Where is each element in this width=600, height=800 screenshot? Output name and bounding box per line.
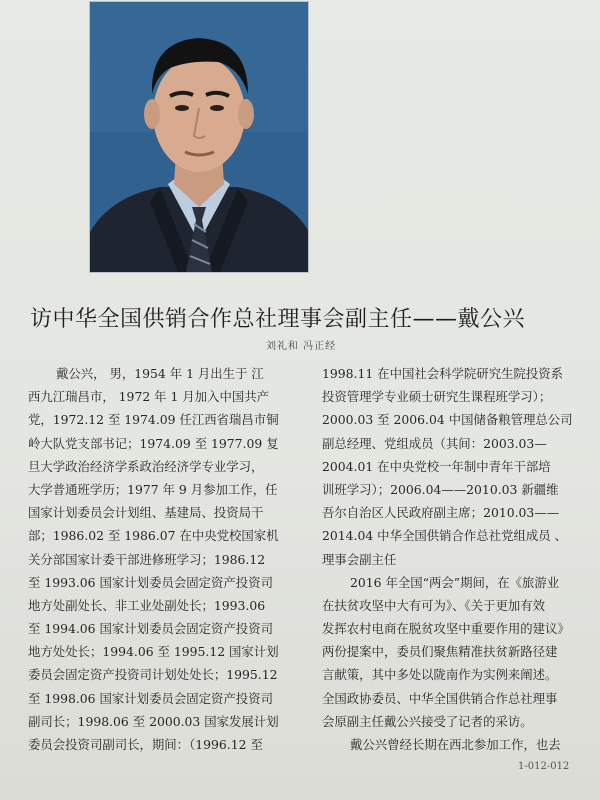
text-line: 1998.11 在中国社会科学院研究生院投资系 [322, 366, 564, 381]
text-line: 至 1994.06 国家计划委员会固定资产投资司 [28, 621, 273, 637]
article-title: 访中华全国供销合作总社理事会副主任——戴公兴 [30, 307, 526, 332]
text-line: 吾尔自治区人民政府副主席；2010.03—— [322, 505, 560, 521]
page-number: 1-012-012 [518, 761, 570, 772]
text-line: 言献策，其中多处以陇南作为实例来阐述。 [322, 667, 558, 683]
text-line: 投资管理学专业硕士研究生课程班学习）； [322, 389, 552, 405]
text-line: 委员会投资司副司长，期间：（1996.12 至 [28, 737, 263, 752]
text-line: 党，1972.12 至 1974.09 任江西省瑞昌市铜 [28, 412, 279, 428]
text-line: 2016 年全国“两会”期间，在《旅游业 [350, 574, 560, 590]
text-line: 发挥农村电商在脱贫攻坚中重要作用的建议》 [322, 621, 570, 637]
text-line: 地方处处长；1994.06 至 1995.12 国家计划 [28, 644, 279, 660]
text-line: 2000.03 至 2006.04 中国储备粮管理总公司 [322, 412, 573, 428]
text-line: 2004.01 在中央党校一年制中青年干部培 [322, 458, 551, 474]
text-line: 戴公兴曾经长期在西北参加工作，也去 [350, 737, 561, 752]
text-line: 大学普通班学历；1977 年 9 月参加工作，任 [28, 481, 278, 497]
text-line: 旦大学政治经济学系政治经济学专业学习， [28, 458, 264, 474]
text-line: 戴公兴， 男，1954 年 1 月出生于 江 [56, 366, 264, 381]
portrait-illustration [90, 2, 308, 272]
text-line: 地方处副处长、非工业处副处长；1993.06 [28, 597, 266, 613]
portrait-photo [90, 2, 308, 272]
text-line: 西九江瑞昌市， 1972 年 1 月加入中国共产 [28, 389, 270, 405]
text-line: 训班学习）；2006.04——2010.03 新疆维 [322, 481, 559, 497]
text-line: 岭大队党支部书记；1974.09 至 1977.09 复 [28, 435, 279, 451]
right-text-column [322, 362, 594, 756]
text-line: 两份提案中，委员们聚焦精准扶贫新路径建 [322, 644, 558, 660]
text-line: 副司长；1998.06 至 2000.03 国家发展计划 [28, 713, 279, 729]
text-line: 在扶贫攻坚中大有可为》、《关于更加有效 [322, 597, 546, 613]
text-line: 2014.04 中华全国供销合作总社党组成员 、 [322, 528, 567, 544]
text-line: 委员会固定资产投资司计划处处长；1995.12 [28, 667, 278, 683]
text-line: 至 1993.06 国家计划委员会固定资产投资司 [28, 574, 273, 590]
text-line: 至 1998.06 国家计划委员会固定资产投资司 [28, 690, 273, 706]
left-text-column [28, 362, 313, 756]
text-line: 部；1986.02 至 1986.07 在中央党校国家机 [28, 528, 279, 544]
text-line: 理事会副主任 [322, 551, 397, 567]
text-line: 国家计划委员会计划组、基建局、投资局干 [28, 505, 264, 521]
article-authors: 刘礼和 冯正经 [266, 341, 337, 352]
text-line: 副总经理、党组成员（其间：2003.03— [322, 435, 547, 451]
text-line: 关分部国家计委干部进修班学习；1986.12 [28, 551, 266, 567]
text-line: 全国政协委员、中华全国供销合作总社理事 [322, 690, 558, 706]
text-line: 会原副主任戴公兴接受了记者的采访。 [322, 713, 533, 729]
